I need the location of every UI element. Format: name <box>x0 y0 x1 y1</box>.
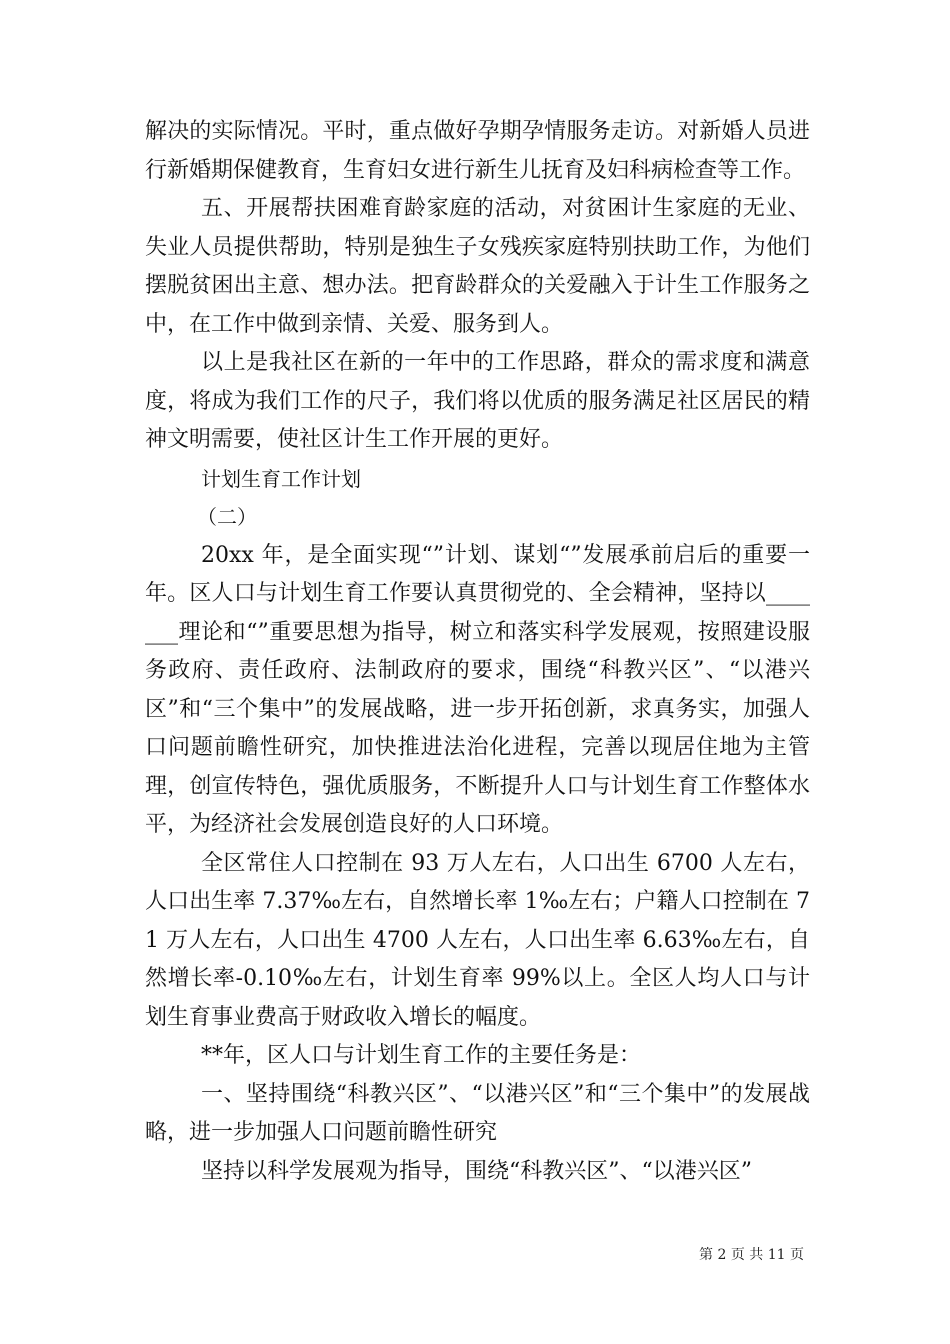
paragraph: 全区常住人口控制在 93 万人左右，人口出生 6700 人左右，人口出生率 7.37‰左右，自然增长率 1‰左右；户籍人口控制在 71 万人左右，人口出生 4700 人左右，人口出生率 6.63‰左右，自然增长率-0.10‰左右，计划生育率 99%以上。全区人均人口与计划生育事业费高于财政收入增长的幅度。 <box>145 850 810 1030</box>
document-body <box>145 113 810 1191</box>
paragraph: 五、开展帮扶困难育龄家庭的活动，对贫困计生家庭的无业、失业人员提供帮助，特别是独生子女残疾家庭特别扶助工作，为他们摆脱贫困出主意、想办法。把育龄群众的关爱融入于计生工作服务之中，在工作中做到亲情、关爱、服务到人。 <box>145 196 810 337</box>
paragraph: **年，区人口与计划生育工作的主要任务是： <box>201 1043 642 1068</box>
paragraph: 坚持以科学发展观为指导，围绕“科教兴区”、“以港兴区” <box>201 1158 752 1184</box>
section-subheading: （二） <box>197 505 257 529</box>
section-heading: 计划生育工作计划 <box>201 466 361 491</box>
paragraph: 20xx 年，是全面实现“”计划、谋划“”发展承前启后的重要一年。区人口与计划生育工作要认真贯彻党的、全会精神，坚持以_______理论和“”重要思想为指导，树立和落实科学发展观，按照建设服务政府、责任政府、法制政府的要求，围绕“科教兴区”、“以港兴区”和“三个集中”的发展战略，进一步开拓创新，求真务实，加强人口问题前瞻性研究，加快推进法治化进程，完善以现居住地为主管理，创宣传特色，强优质服务，不断提升人口与计划生育工作整体水平，为经济社会发展创造良好的人口环境。 <box>145 542 810 837</box>
paragraph: 一、坚持围绕“科教兴区”、“以港兴区”和“三个集中”的发展战略，进一步加强人口问题前瞻性研究 <box>145 1081 810 1145</box>
page-number: 第 2 页 共 11 页 <box>699 1247 804 1263</box>
paragraph: 以上是我社区在新的一年中的工作思路，群众的需求度和满意度，将成为我们工作的尺子，我们将以优质的服务满足社区居民的精神文明需要，使社区计生工作开展的更好。 <box>145 350 810 452</box>
paragraph: 解决的实际情况。平时，重点做好孕期孕情服务走访。对新婚人员进行新婚期保健教育，生育妇女进行新生儿抚育及妇科病检查等工作。 <box>145 119 810 183</box>
